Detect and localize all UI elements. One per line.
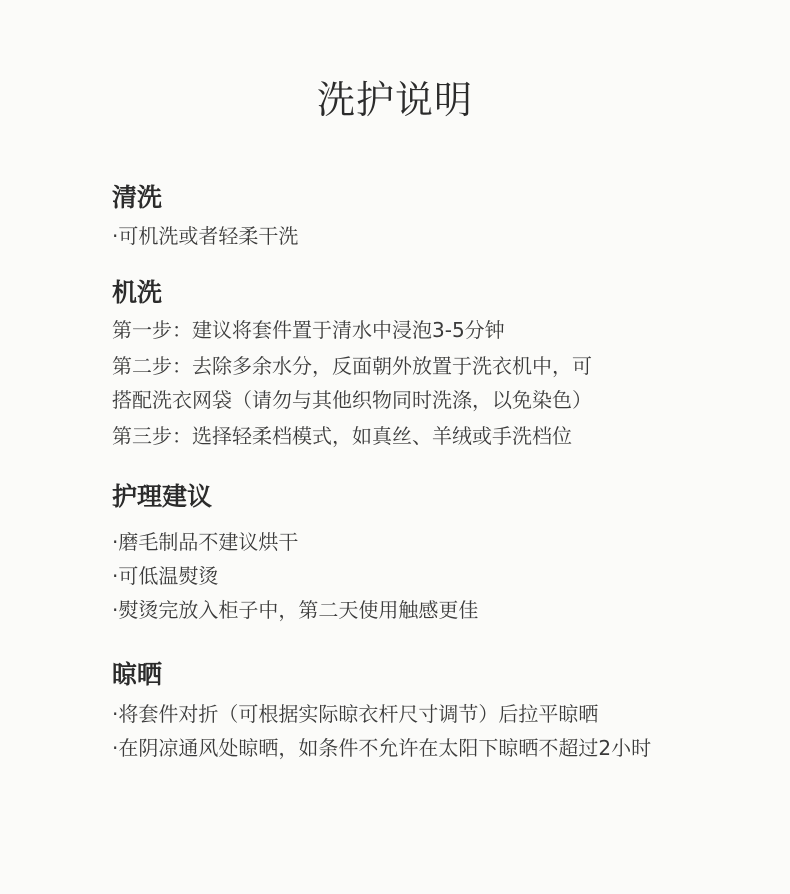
section-heading-washing: 清洗 bbox=[112, 183, 163, 212]
drying-line: ·将套件对折（可根据实际晾衣杆尺寸调节）后拉平晾晒 bbox=[112, 702, 599, 726]
machine-wash-step-2: 第二步：去除多余水分，反面朝外放置于洗衣机中，可 bbox=[112, 354, 592, 378]
machine-wash-step-2-continued: 搭配洗衣网袋（请勿与其他织物同时洗涤，以免染色） bbox=[112, 388, 592, 412]
section-heading-care-advice: 护理建议 bbox=[112, 482, 213, 511]
machine-wash-step-1: 第一步：建议将套件置于清水中浸泡3-5分钟 bbox=[112, 318, 505, 342]
section-heading-drying: 晾晒 bbox=[112, 660, 163, 689]
section-heading-machine-wash: 机洗 bbox=[112, 278, 163, 307]
care-advice-line: ·熨烫完放入柜子中，第二天使用触感更佳 bbox=[112, 598, 479, 622]
washing-line: ·可机洗或者轻柔干洗 bbox=[112, 224, 299, 248]
machine-wash-step-3: 第三步：选择轻柔档模式，如真丝、羊绒或手洗档位 bbox=[112, 424, 572, 448]
care-advice-line: ·可低温熨烫 bbox=[112, 564, 219, 588]
drying-line: ·在阴凉通风处晾晒，如条件不允许在太阳下晾晒不超过2小时 bbox=[112, 736, 652, 760]
page-title: 洗护说明 bbox=[316, 78, 473, 122]
care-advice-line: ·磨毛制品不建议烘干 bbox=[112, 530, 299, 554]
